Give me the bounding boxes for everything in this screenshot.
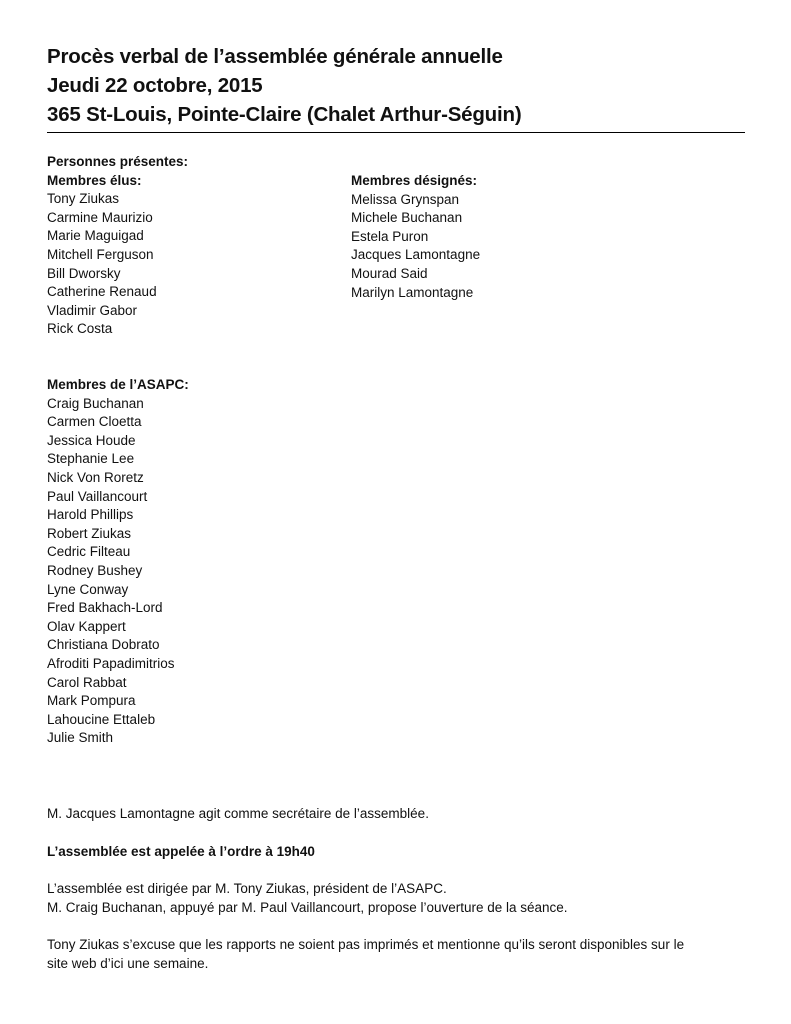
list-item: Olav Kappert	[47, 618, 126, 634]
list-item: Jacques Lamontagne	[351, 247, 481, 263]
reports-paragraph	[47, 936, 745, 973]
list-item: Carol Rabbat	[47, 674, 127, 690]
title-line-1: Procès verbal de l’assemblée générale annuelle	[47, 45, 503, 68]
secretary-paragraph	[47, 805, 745, 824]
title-divider	[47, 132, 745, 133]
list-item: Fred Bakhach-Lord	[47, 600, 163, 616]
list-item: Afroditi Papadimitrios	[47, 655, 175, 671]
list-item: Nick Von Roretz	[47, 469, 144, 485]
asapc-members-section	[47, 376, 447, 748]
chair-text: L’assemblée est dirigée par M. Tony Ziukas, président de l’ASAPC.	[47, 881, 447, 896]
list-item: Julie Smith	[47, 730, 114, 746]
designated-heading: Membres désignés:	[351, 173, 478, 188]
list-item: Mitchell Ferguson	[47, 246, 154, 262]
list-item: Harold Phillips	[47, 507, 134, 523]
list-item: Carmen Cloetta	[47, 414, 142, 430]
list-item: Lahoucine Ettaleb	[47, 711, 156, 727]
title-line-3: 365 St-Louis, Pointe-Claire (Chalet Arthur-Séguin)	[47, 103, 522, 126]
list-item: Bill Dworsky	[47, 265, 121, 281]
list-item: Robert Ziukas	[47, 525, 132, 541]
list-item: Estela Puron	[351, 228, 429, 244]
document-title	[47, 42, 745, 129]
reports-text-line-2: site web d’ici une semaine.	[47, 955, 209, 971]
document-page	[47, 42, 745, 129]
list-item: Paul Vaillancourt	[47, 488, 148, 504]
list-item: Stephanie Lee	[47, 451, 135, 467]
elected-heading: Membres élus:	[47, 172, 142, 188]
list-item: Mark Pompura	[47, 693, 136, 709]
list-item: Rick Costa	[47, 321, 113, 337]
list-item: Marie Maguigad	[47, 228, 144, 244]
opening-text: M. Craig Buchanan, appuyé par M. Paul Vaillancourt, propose l’ouverture de la séance.	[47, 899, 568, 915]
secretary-text: M. Jacques Lamontagne agit comme secrétaire de l’assemblée.	[47, 806, 429, 821]
list-item: Michele Buchanan	[351, 210, 463, 226]
asapc-heading: Membres de l’ASAPC:	[47, 377, 189, 392]
list-item: Vladimir Gabor	[47, 302, 138, 318]
present-heading: Personnes présentes:	[47, 154, 189, 169]
list-item: Christiana Dobrato	[47, 637, 160, 653]
list-item: Craig Buchanan	[47, 395, 144, 411]
list-item: Tony Ziukas	[47, 191, 120, 207]
list-item: Jessica Houde	[47, 432, 136, 448]
list-item: Marilyn Lamontagne	[351, 284, 474, 300]
list-item: Rodney Bushey	[47, 562, 143, 578]
designated-members-section	[351, 172, 641, 302]
list-item: Lyne Conway	[47, 581, 129, 597]
title-line-2: Jeudi 22 octobre, 2015	[47, 74, 263, 97]
list-item: Mourad Said	[351, 265, 428, 281]
list-item: Carmine Maurizio	[47, 209, 153, 225]
call-to-order-paragraph	[47, 843, 745, 862]
chair-paragraph	[47, 880, 745, 917]
list-item: Catherine Renaud	[47, 284, 157, 300]
list-item: Cedric Filteau	[47, 544, 131, 560]
reports-text-line-1: Tony Ziukas s’excuse que les rapports ne soient pas imprimés et mentionne qu’ils seront disponibles sur le	[47, 937, 685, 952]
list-item: Melissa Grynspan	[351, 191, 460, 207]
call-to-order-text: L’assemblée est appelée à l’ordre à 19h40	[47, 844, 315, 859]
elected-members-section	[47, 153, 337, 339]
